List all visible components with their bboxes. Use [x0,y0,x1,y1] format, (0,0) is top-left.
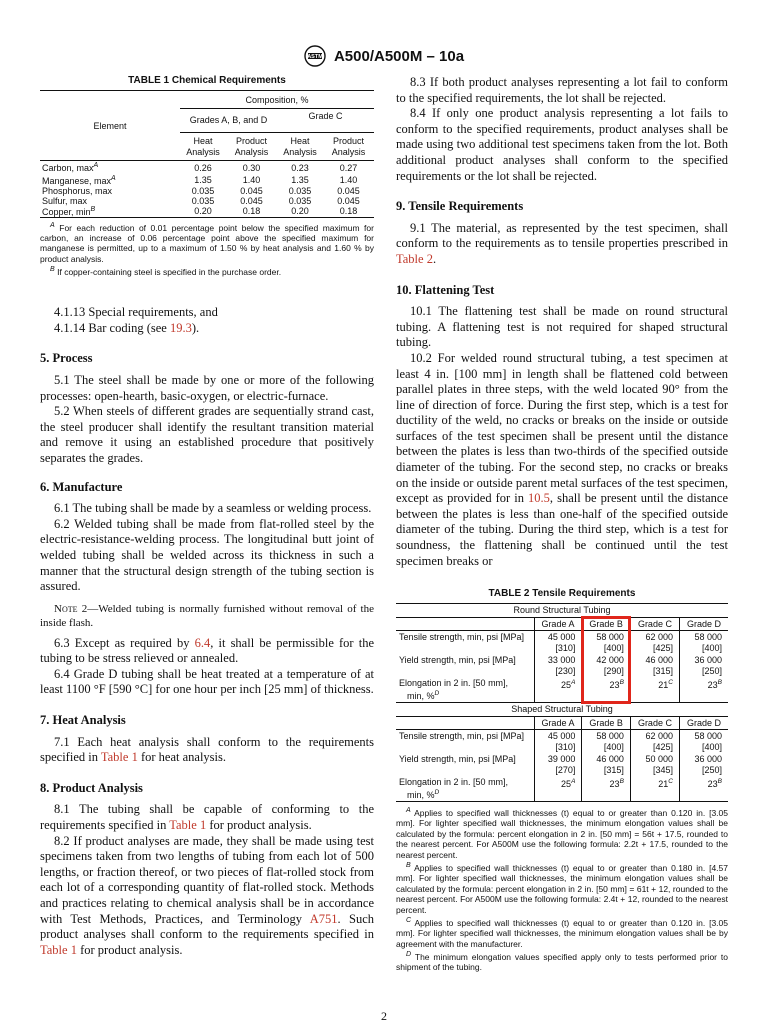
t2-grade-header: Grade B [582,716,631,730]
para-10-1: 10.1 The flattening test shall be made on round structural tubing. A flattening test is not required for shaped structural tubing. [396,304,728,350]
table-row [396,730,728,754]
t1-group-abd: Grades A, B, and D [180,109,277,133]
t2-elong-value: 23 [609,779,620,790]
t1-value-cell: 0.18 [339,206,358,216]
astm-logo-icon [304,45,326,67]
t2-elong-sup: A [571,679,576,687]
t2-round-title: Round Structural Tubing [396,604,728,618]
t2-value-cell [630,654,679,677]
table-row [396,654,728,677]
t1-body [40,161,374,218]
t2-row-label [396,776,534,802]
para-9-1: 9.1 The material, as represented by the test specimen, shall conform to the requirements as to tensile properties prescribed in Table 2. [396,220,728,266]
t1-value-cell: 0.26 [194,162,212,173]
t1-element-cell: Sulfur, max [42,195,88,206]
t2-footnote-b: $^B$ Applies to specified wall thicknesses (t) equal to or greater than 0.180 in. [4.57 mm]. For lighter specified wall thicknesses, the minimum elongation values shall be calculated by the formula: percent elongation in 2 in. [50 mm] = 61t + 12, rounded to the nearest percent. For A500M use the following formula: 2.4t + 12, rounded to the nearest percent. [396,861,728,915]
heading-10-flattening: 10. Flattening Test [396,282,495,297]
t2-grade-header: Grade D [679,617,728,631]
t2-elong-value: 23 [609,680,620,691]
t2-value-cell [679,654,728,677]
t2-footnote-c: $^C$ Applies to specified wall thicknesses (t) equal to or greater than 0.120 in. [3.05 mm]. For lighter specified wall thicknesses, the minimum elongation values shall be by agreement with the manufacturer. [396,915,728,949]
t2-elong-sup: B [717,679,722,687]
t1-value-cell: 0.045 [240,185,263,196]
table2-footnotes [396,805,728,972]
ref-table1-link[interactable]: Table 1 [169,818,207,833]
left-column [40,75,374,958]
t2-value-cell [630,677,679,703]
table-row [396,716,728,730]
t1-element-sup: B [90,205,96,213]
right-column [396,75,728,973]
t2-grade-header: Grade B [582,617,631,631]
t2-psi-value: 36 000 [694,754,722,765]
para-8-1: 8.1 The tubing shall be capable of conforming to the requirements specified in Table 1 for product analysis. [40,802,374,833]
t2-elong-label-2 [399,788,531,801]
t2-elong-value: 23 [707,779,718,790]
para-6-1: 6.1 The tubing shall be made by a seamless or welding process. [54,501,372,516]
t1-element-cell: Manganese, $\max^A$ [42,174,116,186]
t2-value-cell [630,631,679,655]
ref-10-5-link: 10.5 [528,491,550,506]
t1-composition-header: Composition, % [180,91,374,109]
t2-grade-header: Grade C [630,716,679,730]
table1-chemical-requirements [40,90,374,218]
table2-wrapper [396,603,728,802]
t2-elong-value: 25 [561,779,572,790]
t1-element-sup: A [93,162,99,170]
t1-value-cell: 0.23 [291,162,309,173]
t2-value-cell [534,753,582,776]
t2-psi-value: 46 000 [596,754,624,765]
table-row [396,617,728,631]
t2-value-cell [679,753,728,776]
ref-19-3-link[interactable]: 19.3 [169,320,192,335]
t2-elong-label-sup: D [434,689,440,697]
t1-value-cell: 0.20 [194,206,212,216]
table-row [40,161,374,175]
t2-mpa-value: [400] [701,741,722,752]
t2-row-label [396,677,534,703]
table2-tensile-requirements [396,603,728,802]
t2-elong-sup: A [571,778,576,786]
t2-elong-sup: B [619,679,624,687]
t2-elong-sup: B [619,778,624,786]
t1-element-sup: A [111,174,116,182]
t2-mpa-value: [270] [555,764,576,775]
t2-elong-value: 21 [658,779,669,790]
t2-elong-sup: C [668,679,673,687]
page-number: 2 [381,1009,387,1023]
t2-psi-value: 58 000 [596,632,624,643]
t2-footnote-d: $^D$ The minimum elongation values specified apply only to tests performed prior to shipment of the tubing. [396,949,728,973]
t1-value-cell: 0.035 [288,185,312,196]
t2-psi-value: 42 000 [596,655,624,666]
para-8-4: 8.4 If only one product analysis representing a lot fails to conform to the specified requirements, product analyses shall be made using two additional test specimens taken from the lot. Both additional product analyses shall conform to the specified requirements or the lot shall be rejected. [396,106,728,183]
para-6-2: 6.2 Welded tubing shall be made from flat-rolled steel by the electric-resistance-welding process. The longitudinal butt joint of welded tubing shall be welded across its thickness in such a manner that the structural design strength of the tubing section is assured. [40,516,374,594]
t1-sub-header: Product Analysis [226,133,277,161]
t2-row-label: Yield strength, min, psi [MPa] [399,655,516,666]
table-row [40,186,374,196]
t2-blank-cell [396,716,534,730]
t2-shaped-title: Shaped Structural Tubing [396,703,728,717]
t2-elong-value: 23 [707,680,718,691]
ref-6-4-link[interactable]: 6.4 [194,635,211,650]
t2-elong-label-1: Elongation in 2 in. [50 mm], [399,777,509,788]
t2-psi-value: 50 000 [645,754,673,765]
t1-value-cell: 1.40 [242,175,261,185]
t1-value-cell: 0.27 [339,162,358,173]
t2-value-cell [582,753,631,776]
t2-psi-value: 33 000 [547,655,576,666]
heading-5-process: 5. Process [40,351,93,366]
t1-value-cell: 0.20 [291,206,309,216]
t2-blank-cell [396,617,534,631]
t2-value-cell [534,677,582,703]
t2-elong-value: 25 [561,680,572,691]
t2-row-label: Yield strength, min, psi [MPa] [399,754,516,765]
t1-element-cell: Phosphorus, max [42,185,113,196]
table2-caption: TABLE 2 Tensile Requirements [488,588,636,600]
ref-a751-link[interactable]: A751 [309,911,338,926]
t2-psi-value: 45 000 [547,731,576,742]
t2-footnote-a: $^A$ Applies to specified wall thicknesses (t) equal to or greater than 0.120 in. [3.05 mm]. For lighter specified wall thicknesses, the minimum elongation values shall be calculated by the formula: percent elongation in 2 in. [50 mm] = 56t + 17.5, rounded to the nearest percent. For A500M use the following formula: 2.2t + 17.5, rounded to the nearest percent. [396,806,728,860]
t1-value-cell: 1.40 [339,175,358,185]
t2-psi-value: 58 000 [694,731,722,742]
table-row [396,631,728,655]
t2-value-cell [630,753,679,776]
page-header [0,45,768,67]
para-5-1: 5.1 The steel shall be made by one or more of the following processes: open-hearth, basic-oxygen, or electric-furnace. [40,372,374,403]
para-4-1-14: 4.1.14 Bar coding (see 19.3). [54,320,200,335]
t2-mpa-value: [310] [555,642,576,653]
document-title: A500/A500M – 10a [333,47,465,65]
t2-value-cell [679,677,728,703]
t2-value-cell [679,776,728,802]
heading-7-heat-analysis: 7. Heat Analysis [40,713,126,728]
t2-grade-header: Grade A [534,716,582,730]
t2-mpa-value: [400] [603,642,624,653]
table-row [396,776,728,802]
t1-value-cell: 0.045 [240,195,263,206]
t1-element-header: Element [40,91,180,161]
t2-grade-header: Grade D [679,716,728,730]
para-10-2: 10.2 For welded round structural tubing, a test specimen at least 4 in. [100 mm] in length shall be flattened cold between parallel plates in three steps, with the weld located 90° from the line of direction of force. During the first step, which is a test for ductility of the weld, no cracks or breaks on the inside or outside surfaces of the test specimen shall be present until the distance between the plates is less than two-thirds of the specified outside diameter of the tubing. For the second step, no cracks or breaks on the inside or outside parent metal surfaces of the test specimen, except as provided for in 10.5, shall be present until the distance between the plates is less than one-half of the specified outside diameter of the tubing. During the third step, which is a test for soundness, the flattening shall be continued until the test specimen breaks or [396,350,728,568]
t2-value-cell [630,730,679,754]
t2-mpa-value: [250] [701,665,722,676]
t1-value-cell: 0.035 [191,195,215,206]
t2-psi-value: 62 000 [645,731,673,742]
table-row [40,196,374,206]
t2-psi-value: 36 000 [694,655,722,666]
table-row [40,206,374,218]
t2-elong-label-sup: D [434,788,440,796]
table-row [396,677,728,703]
t1-value-cell: 1.35 [194,175,212,185]
t2-value-cell [534,631,582,655]
t2-elong-label-1: Elongation in 2 in. [50 mm], [399,678,509,689]
t2-psi-value: 45 000 [547,632,576,643]
t2-elong-label-2-text: min, % [407,690,435,701]
t2-psi-value: 58 000 [694,632,722,643]
t2-value-cell [679,631,728,655]
t2-row-label: Tensile strength, min, psi [MPa] [399,731,525,742]
t2-mpa-value: [315] [652,665,673,676]
t1-value-cell: 0.035 [288,195,312,206]
t2-mpa-value: [345] [652,764,673,775]
t2-elong-sup: C [668,778,673,786]
ref-table2-link[interactable]: Table 2 [396,251,433,266]
t2-mpa-value: [400] [701,642,722,653]
t2-mpa-value: [250] [701,764,722,775]
note-2: Note 2—Welded tubing is normally furnished without removal of the inside flash. [40,602,374,629]
t2-row-label: Tensile strength, min, psi [MPa] [399,632,525,643]
t2-value-cell [534,654,582,677]
t1-sub-header: Heat Analysis [277,133,323,161]
t2-value-cell [582,654,631,677]
t2-value-cell [582,631,631,655]
t2-mpa-value: [310] [555,741,576,752]
heading-8-product-analysis: 8. Product Analysis [40,780,143,795]
t2-psi-value: 39 000 [547,754,576,765]
t1-sub-header: Heat Analysis [180,133,226,161]
t1-group-c: Grade C [277,109,374,133]
table-row [396,703,728,717]
para-7-1: 7.1 Each heat analysis shall conform to the requirements specified in Table 1 for heat analysis. [40,734,374,765]
heading-6-manufacture: 6. Manufacture [40,479,123,494]
t2-elong-label-2 [399,689,531,702]
table-row [40,175,374,186]
t1-element-cell: Carbon, $\max^A$ [42,162,99,174]
ref-table1-link[interactable]: Table 1 [100,750,138,765]
t2-mpa-value: [425] [652,741,673,752]
t1-footnote-a: $^A$ For each reduction of 0.01 percentage point below the specified maximum for carbon, an increase of 0.06 percentage point above the specified maximum for manganese is permitted, up to a maximum of 1.50 % by heat analysis and 1.60 % by product analysis. [40,220,374,264]
heading-9-tensile: 9. Tensile Requirements [396,199,524,214]
para-6-4: 6.4 Grade D tubing shall be heat treated at a temperature of at least 1100 °F [590 °C] for one hour per inch [25 mm] of thickness. [40,666,374,697]
ref-table1-link[interactable]: Table 1 [40,942,77,957]
para-4-1-13: 4.1.13 Special requirements, and [54,305,218,320]
t2-elong-value: 21 [658,680,669,691]
t2-value-cell [630,776,679,802]
t2-grade-header: Grade A [534,617,582,631]
t2-value-cell [534,776,582,802]
t1-element-cell: Copper, $\min^B$ [42,205,96,217]
t2-mpa-value: [230] [555,665,576,676]
t2-grade-header: Grade C [630,617,679,631]
svg-text:ASTM: ASTM [307,54,323,60]
t1-value-cell: 0.035 [191,185,215,196]
t1-sub-header: Product Analysis [323,133,374,161]
t1-footnote-b: $^B$ If copper-containing steel is specified in the purchase order. [50,264,282,277]
t2-mpa-value: [315] [603,764,624,775]
t2-mpa-value: [290] [603,665,624,676]
table-row [396,604,728,618]
para-8-2: 8.2 If product analyses are made, they shall be made using test specimens taken from two lengths of tubing from each lot of 500 lengths, or fraction thereof, or two pieces of flat-rolled stock from each lot of a corresponding quantity of flat-rolled stock. Methods and practices relating to chemical analysis shall be in accordance with Test Methods, Practices, and Terminology A751. Such product analyses shall conform to the requirements specified in Table 1 for product analysis. [40,833,374,957]
table-row [396,753,728,776]
t2-psi-value: 46 000 [645,655,673,666]
t1-value-cell: 0.045 [337,185,360,196]
t2-mpa-value: [425] [652,642,673,653]
para-6-3: 6.3 Except as required by 6.4, it shall be permissible for the tubing to be stress relieved or annealed. [40,635,375,666]
para-5-2: 5.2 When steels of different grades are sequentially strand cast, the steel producer shall identify the resultant transition material and remove it using an established procedure that positively separates the grades. [40,404,374,465]
t2-elong-label-2-text: min, % [407,789,435,800]
t2-mpa-value: [400] [603,741,624,752]
para-8-3: 8.3 If both product analyses representing a lot fail to conform to the specified requirements, the lot shall be rejected. [396,75,728,105]
table1-caption: TABLE 1 Chemical Requirements [128,75,286,86]
t1-value-cell: 1.35 [291,175,309,185]
t2-value-cell [679,730,728,754]
t2-elong-sup: B [717,778,722,786]
t1-value-cell: 0.18 [242,206,261,216]
t2-psi-value: 62 000 [645,632,673,643]
t2-value-cell [534,730,582,754]
t2-value-cell [582,776,631,802]
t1-value-cell: 0.30 [242,162,261,173]
t2-value-cell [582,677,631,703]
t2-psi-value: 58 000 [596,731,624,742]
t1-value-cell: 0.045 [337,195,360,206]
t2-value-cell [582,730,631,754]
